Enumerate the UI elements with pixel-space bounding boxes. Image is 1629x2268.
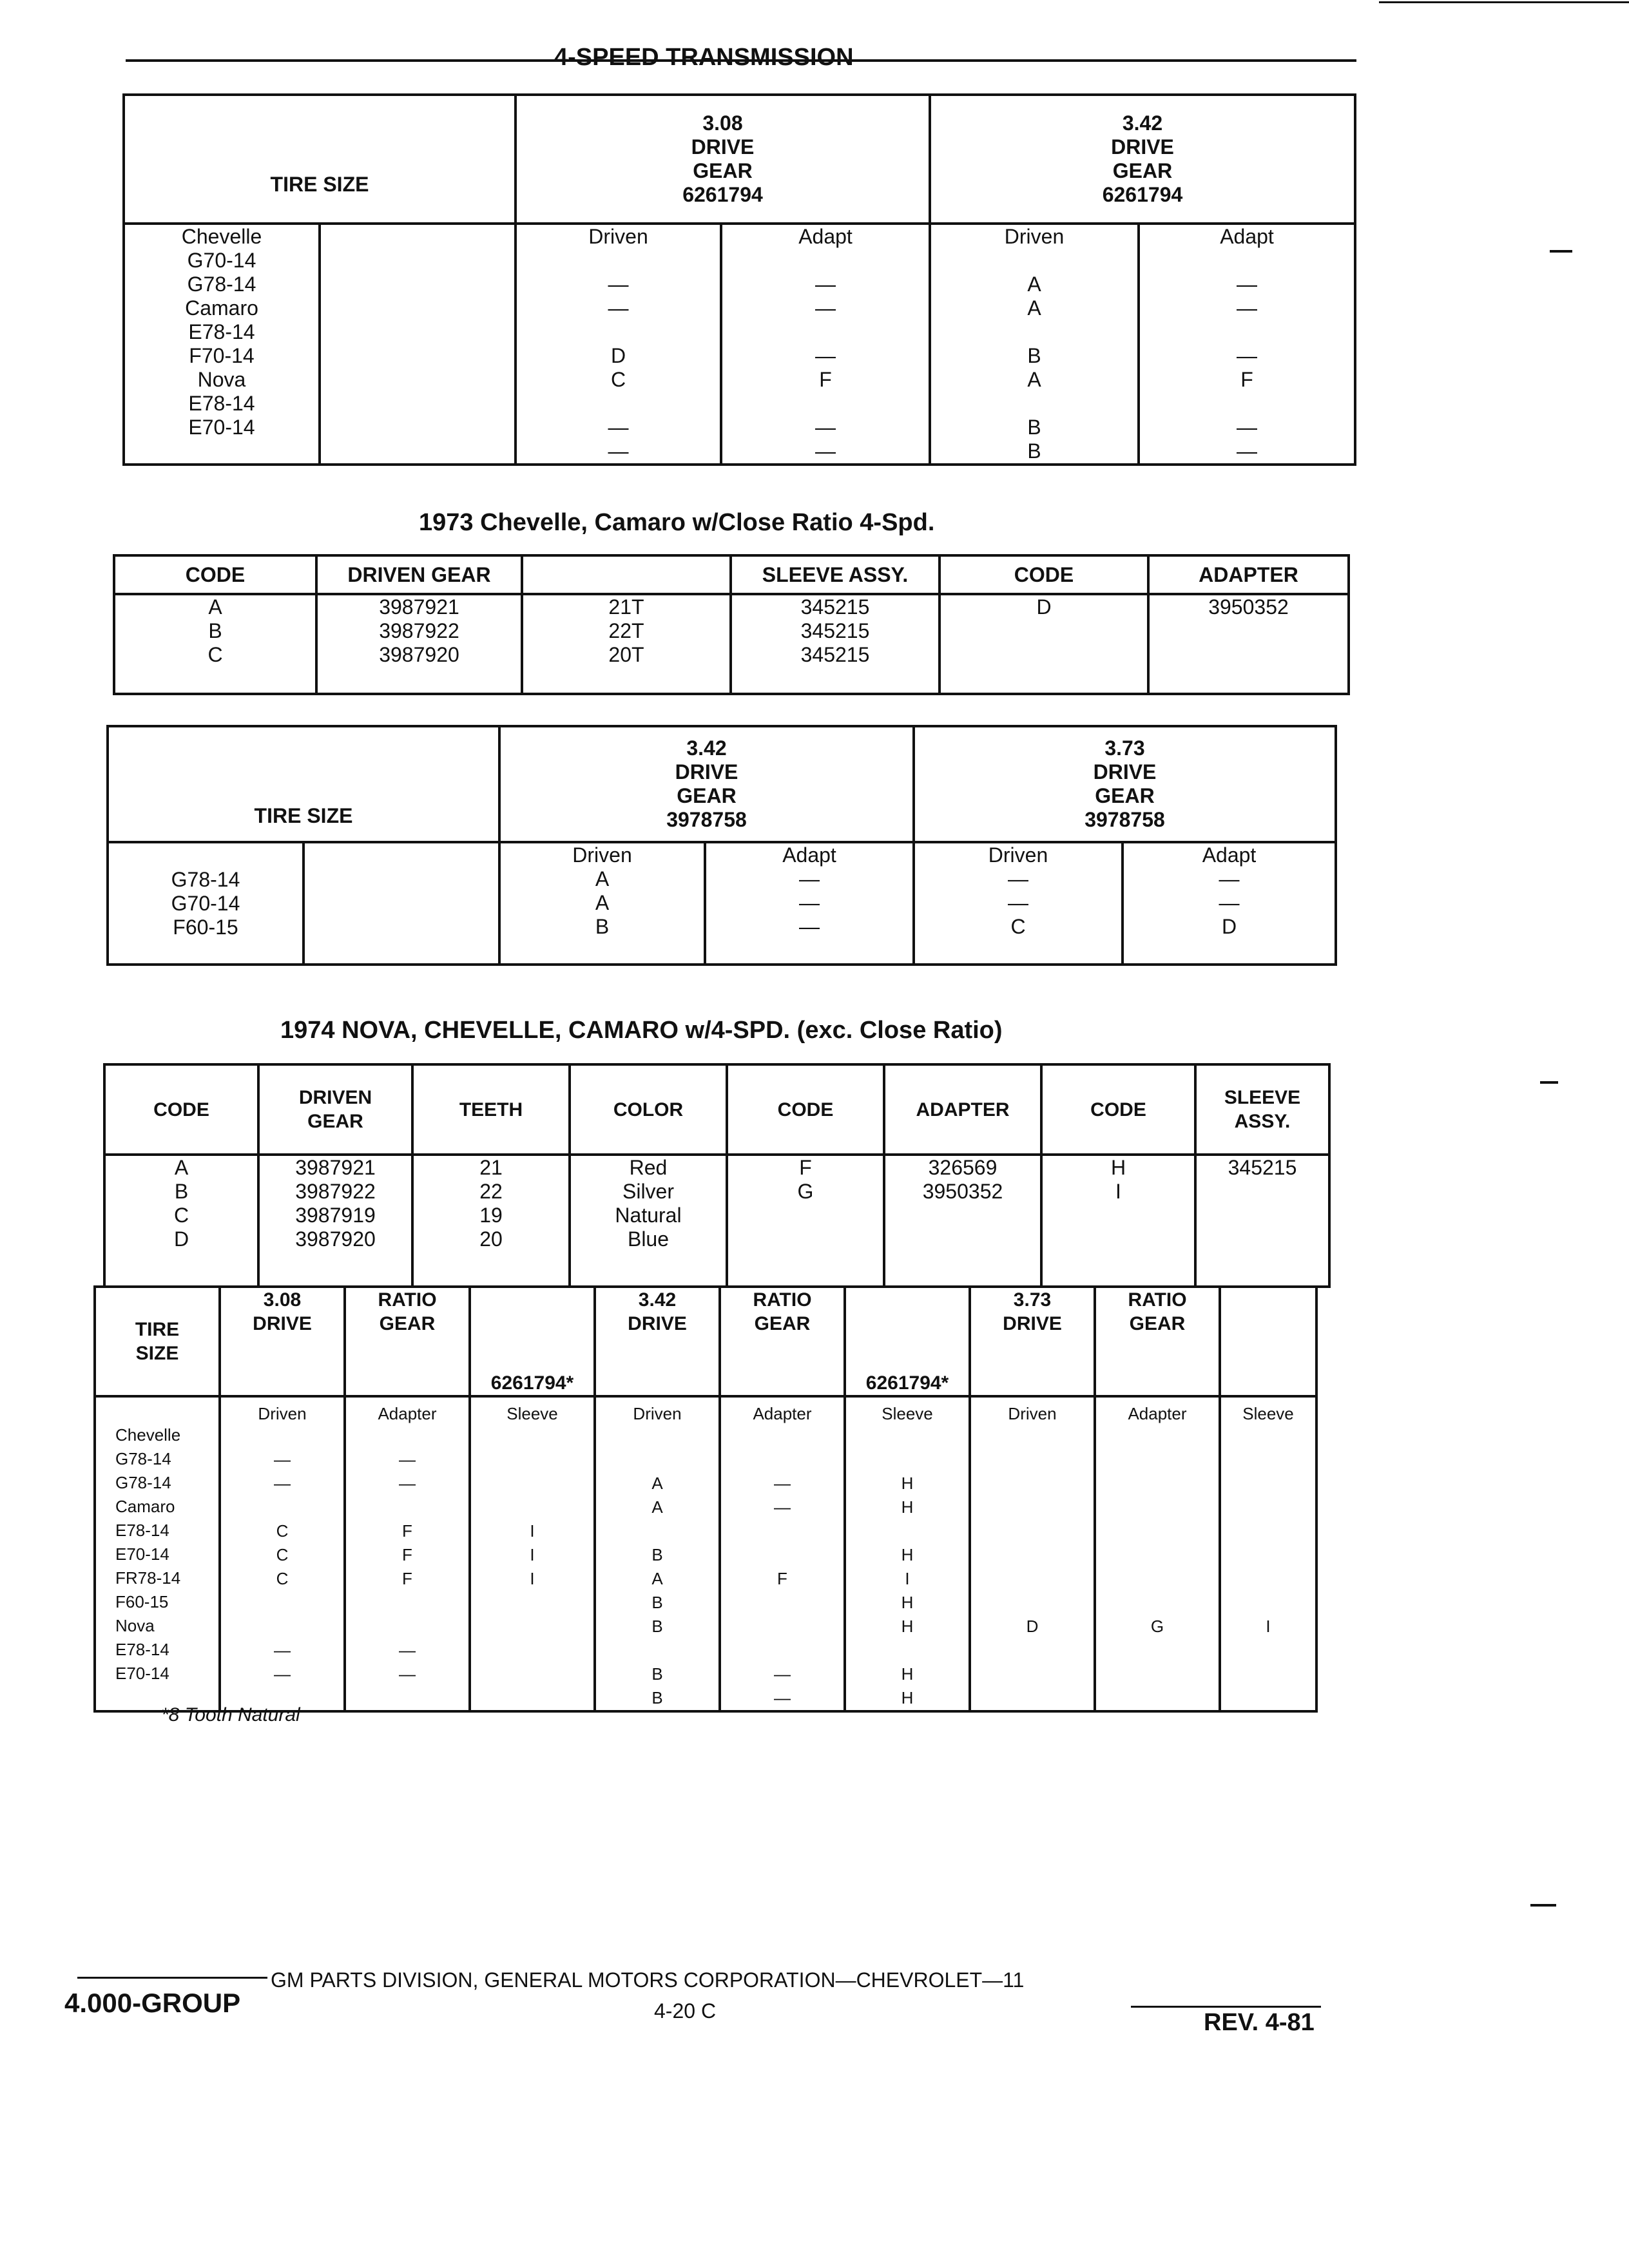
t5-373-adapter-cell xyxy=(1095,1396,1220,1711)
t1-col-tire-size: TIRE SIZE xyxy=(124,95,516,224)
t3-342-driven: Driven A A B xyxy=(499,842,705,965)
t5-h-373-drive: 3.73 DRIVE xyxy=(970,1287,1095,1396)
t4-adapters: 326569 3950352 xyxy=(884,1155,1041,1287)
t1-sub-adapt-308: Adapt xyxy=(798,225,853,248)
footer-division: GM PARTS DIVISION, GENERAL MOTORS CORPORATION—CHEVROLET—11 xyxy=(271,1968,1025,1992)
t5-342-adapter-cell xyxy=(720,1396,845,1711)
t5-373-adapter-values: G xyxy=(1150,1617,1164,1636)
t5-373-driven-cell xyxy=(970,1396,1095,1711)
t3-col-tire-size: TIRE SIZE xyxy=(108,726,499,842)
t1-308-adapt-values: — — — F — — xyxy=(815,273,836,463)
t5-tire-list: Chevelle G78-14 G78-14 Camaro E78-14 E70-14 FR78-14 F60-15 Nova E78-14 E70-14 xyxy=(115,1425,181,1683)
t2-teeth: 21T 22T 20T xyxy=(522,594,731,694)
section-1974-title: 1974 NOVA, CHEVELLE, CAMARO w/4-SPD. (exc. Close Ratio) xyxy=(280,1017,1003,1044)
t4-code3: H I xyxy=(1041,1155,1195,1287)
t3-col-373-drive-gear: 3.73 DRIVE GEAR 3978758 xyxy=(914,726,1336,842)
t4-h-sleeve-assy: SLEEVE ASSY. xyxy=(1195,1064,1329,1155)
t4-h-teeth: TEETH xyxy=(412,1064,570,1155)
t4-h-adapter: ADAPTER xyxy=(884,1064,1041,1155)
t4-h-code2: CODE xyxy=(727,1064,884,1155)
t4-driven-gears: 3987921 3987922 3987919 3987920 xyxy=(258,1155,412,1287)
t1-308-adapt-cell xyxy=(721,224,930,465)
t5-308-driven-cell xyxy=(220,1396,345,1711)
t5-308-driven-values: — — C C C — — xyxy=(274,1450,291,1684)
t4-sleeve: 345215 xyxy=(1195,1155,1329,1287)
t5-sub-342-adapter: Adapter xyxy=(753,1404,812,1423)
t4-colors: Red Silver Natural Blue xyxy=(570,1155,727,1287)
top-right-rule xyxy=(1379,1,1629,3)
t3-blank-cell xyxy=(304,842,499,965)
t5-373-sleeve-cell xyxy=(1220,1396,1316,1711)
t2-driven-gears: 3987921 3987922 3987920 xyxy=(316,594,522,694)
t4-teeth: 21 22 19 20 xyxy=(412,1155,570,1287)
t1-blank-cell xyxy=(320,224,516,465)
t3-342-adapt: Adapt — — — xyxy=(705,842,914,965)
margin-mark-2 xyxy=(1540,1081,1558,1084)
t1-sub-adapt-342: Adapt xyxy=(1220,225,1274,248)
t1-sub-driven-342: Driven xyxy=(1004,225,1065,248)
footnote: *8 Tooth Natural xyxy=(161,1704,300,1725)
t5-sub-373-sleeve: Sleeve xyxy=(1242,1404,1294,1423)
t1-308-driven-values: — — D C — — xyxy=(608,273,629,463)
table-1974-drive-ratio xyxy=(93,1285,1318,1713)
t5-sub-342-sleeve: Sleeve xyxy=(882,1404,933,1423)
t3-tire-list: G78-14 G70-14 F60-15 xyxy=(108,842,304,965)
footer-rule-right xyxy=(1131,2006,1321,2008)
t5-308-adapter-values: — — F F F — — xyxy=(399,1450,416,1684)
t5-sub-308-sleeve: Sleeve xyxy=(506,1404,558,1423)
t5-342-driven-values: A A B A B B B B xyxy=(651,1474,663,1707)
t3-373-driven: Driven — — C xyxy=(914,842,1123,965)
t2-h-code: CODE xyxy=(114,555,316,594)
t5-h-342-part: 6261794* xyxy=(845,1287,970,1396)
margin-mark-3 xyxy=(1530,1904,1556,1907)
t2-code2: D xyxy=(940,594,1148,694)
t5-sub-308-adapter: Adapter xyxy=(378,1404,437,1423)
t1-342-driven-cell xyxy=(930,224,1139,465)
footer-group: 4.000-GROUP xyxy=(64,1988,241,2018)
t2-h-driven-gear: DRIVEN GEAR xyxy=(316,555,522,594)
t1-tire-list: Chevelle G70-14 G78-14 Camaro E78-14 F70-14 Nova E78-14 E70-14 xyxy=(124,224,320,465)
table-1974-gears xyxy=(103,1063,1331,1288)
t2-h-code2: CODE xyxy=(940,555,1148,594)
margin-mark-1 xyxy=(1550,250,1572,253)
t2-h-teeth-blank xyxy=(522,555,731,594)
footer-revision: REV. 4-81 xyxy=(1204,2009,1315,2036)
t4-codes: A B C D xyxy=(104,1155,258,1287)
t5-h-308-ratio-gear: RATIO GEAR xyxy=(345,1287,470,1396)
t2-h-adapter: ADAPTER xyxy=(1148,555,1349,594)
t1-342-adapt-values: — — — F — — xyxy=(1237,273,1257,463)
t5-sub-373-adapter: Adapter xyxy=(1128,1404,1187,1423)
table-4speed-drive-gear xyxy=(122,93,1356,466)
t4-h-code3: CODE xyxy=(1041,1064,1195,1155)
page-title: 4-SPEED TRANSMISSION xyxy=(554,44,854,71)
t5-342-adapter-values: — — F — — xyxy=(774,1474,791,1707)
t5-tire-cell xyxy=(95,1396,220,1711)
t5-h-373-ratio-gear: RATIO GEAR xyxy=(1095,1287,1220,1396)
t5-h-342-ratio-gear: RATIO GEAR xyxy=(720,1287,845,1396)
t1-308-driven-cell xyxy=(516,224,721,465)
t1-sub-driven-308: Driven xyxy=(588,225,648,248)
t3-col-342-drive-gear: 3.42 DRIVE GEAR 3978758 xyxy=(499,726,914,842)
t5-h-blank xyxy=(1220,1287,1316,1396)
t5-h-342-drive: 3.42 DRIVE xyxy=(595,1287,720,1396)
t5-h-308-drive: 3.08 DRIVE xyxy=(220,1287,345,1396)
t5-sub-373-driven: Driven xyxy=(1008,1404,1057,1423)
t4-h-code: CODE xyxy=(104,1064,258,1155)
t5-sub-308-driven: Driven xyxy=(258,1404,307,1423)
t1-col-308-drive-gear: 3.08 DRIVE GEAR 6261794 xyxy=(516,95,930,224)
t5-342-sleeve-cell xyxy=(845,1396,970,1711)
t4-h-color: COLOR xyxy=(570,1064,727,1155)
t1-col-342-drive-gear: 3.42 DRIVE GEAR 6261794 xyxy=(930,95,1355,224)
t5-308-adapter-cell xyxy=(345,1396,470,1711)
t5-373-sleeve-values: I xyxy=(1266,1617,1271,1636)
t2-h-sleeve-assy: SLEEVE ASSY. xyxy=(731,555,940,594)
table-1973-close-ratio xyxy=(113,554,1350,695)
t5-342-sleeve-values: H H H I H H H H xyxy=(901,1474,914,1707)
t1-342-driven-values: A A B A B B xyxy=(1027,273,1041,463)
t2-codes: A B C xyxy=(114,594,316,694)
section-1973-title: 1973 Chevelle, Camaro w/Close Ratio 4-Spd. xyxy=(419,509,935,536)
footer-rule-left xyxy=(77,1977,267,1979)
t1-342-adapt-cell xyxy=(1139,224,1355,465)
t2-sleeves: 345215 345215 345215 xyxy=(731,594,940,694)
t5-373-driven-values: D xyxy=(1026,1617,1039,1636)
t5-308-sleeve-values: I I I xyxy=(530,1521,535,1588)
t2-adapter: 3950352 xyxy=(1148,594,1349,694)
t4-h-driven-gear: DRIVEN GEAR xyxy=(258,1064,412,1155)
t4-code2: F G xyxy=(727,1155,884,1287)
t5-h-308-part: 6261794* xyxy=(470,1287,595,1396)
t5-sub-342-driven: Driven xyxy=(633,1404,682,1423)
t5-h-tire-size: TIRE SIZE xyxy=(95,1287,220,1396)
t5-342-driven-cell xyxy=(595,1396,720,1711)
table-1973-drive-gear xyxy=(106,725,1337,966)
t3-373-adapt: Adapt — — D xyxy=(1123,842,1336,965)
footer-page-number: 4-20 C xyxy=(654,1999,717,2023)
t5-308-sleeve-cell xyxy=(470,1396,595,1711)
